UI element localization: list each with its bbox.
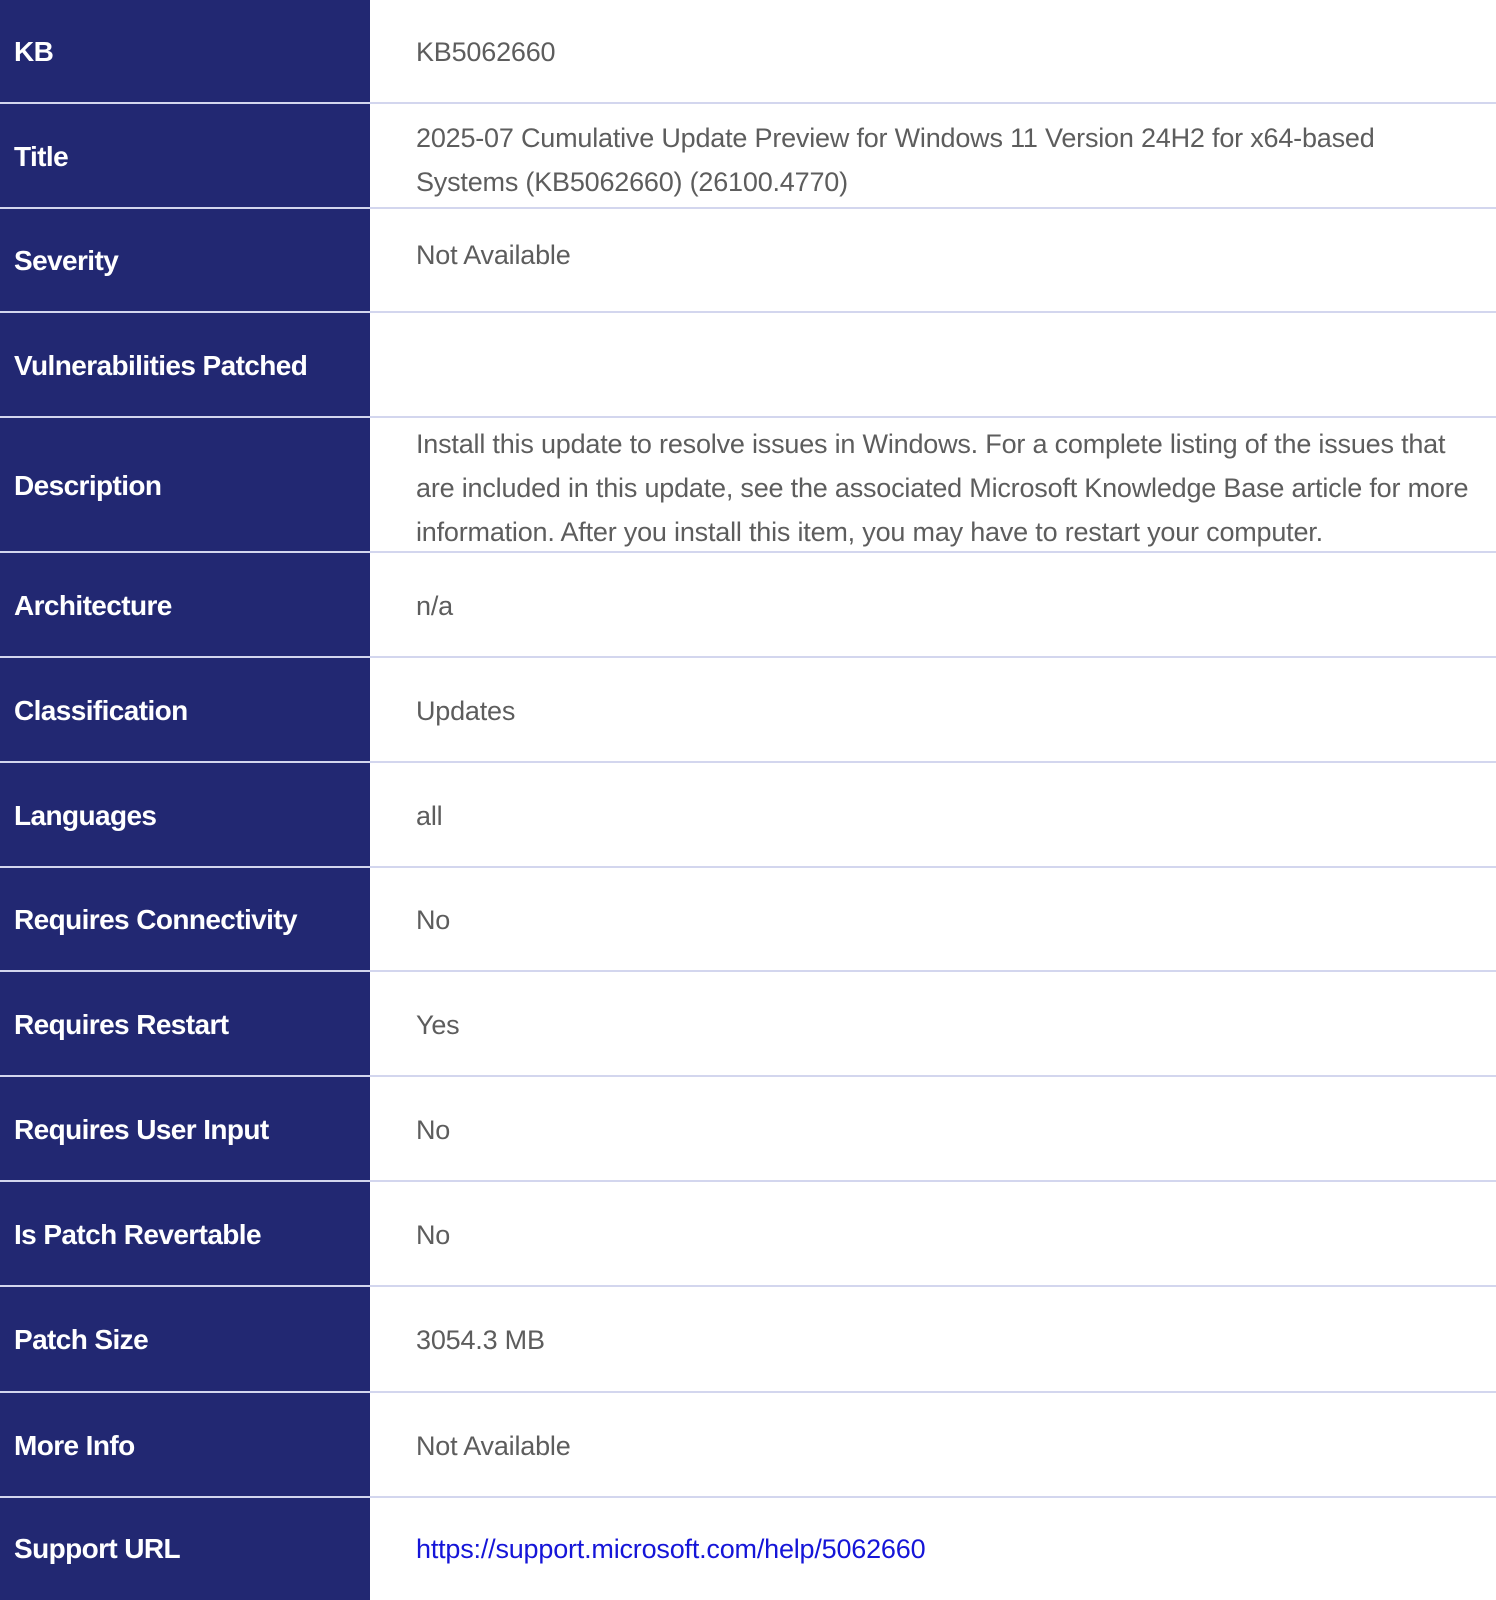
requires-restart-label: Requires Restart — [0, 972, 370, 1077]
row-classification — [0, 658, 1496, 763]
architecture-label: Architecture — [0, 553, 370, 658]
row-architecture — [0, 553, 1496, 658]
languages-label: Languages — [0, 763, 370, 868]
row-requires-connectivity — [0, 868, 1496, 972]
row-requires-restart — [0, 972, 1496, 1077]
classification-label: Classification — [0, 658, 370, 763]
row-languages — [0, 763, 1496, 868]
row-patch-size — [0, 1287, 1496, 1393]
requires-user-input-value: No — [416, 1114, 451, 1145]
requires-restart-value: Yes — [416, 1009, 460, 1040]
requires-user-input-label: Requires User Input — [0, 1077, 370, 1182]
kb-label: KB — [0, 0, 370, 104]
vulnerabilities-patched-value — [370, 313, 1496, 418]
architecture-value: n/a — [416, 590, 453, 621]
more-info-label: More Info — [0, 1393, 370, 1498]
patch-size-value: 3054.3 MB — [416, 1325, 545, 1355]
row-severity — [0, 209, 1496, 313]
row-kb — [0, 0, 1496, 104]
row-support-url — [0, 1498, 1496, 1600]
row-is-patch-revertable — [0, 1182, 1496, 1287]
row-title — [0, 104, 1496, 209]
description-label: Description — [0, 418, 370, 553]
vulnerabilities-patched-label: Vulnerabilities Patched — [0, 313, 370, 418]
support-url-label: Support URL — [0, 1498, 370, 1600]
requires-connectivity-value: No — [416, 905, 451, 935]
title-label: Title — [0, 104, 370, 209]
row-vulnerabilities-patched — [0, 313, 1496, 418]
languages-value: all — [416, 800, 443, 831]
support-url-cell — [370, 1498, 1496, 1600]
description-value: Install this update to resolve issues in Windows. For a complete listing of the issues that are included in this update, see the associated Microsoft Knowledge Base article for more information. After you install this item, you may have to restart your computer. — [416, 429, 1469, 547]
severity-label: Severity — [0, 209, 370, 313]
patch-size-label: Patch Size — [0, 1287, 370, 1393]
row-requires-user-input — [0, 1077, 1496, 1182]
is-patch-revertable-value: No — [416, 1219, 451, 1250]
row-more-info — [0, 1393, 1496, 1498]
more-info-value: Not Available — [416, 1430, 571, 1461]
support-url-link[interactable]: https://support.microsoft.com/help/5062660 — [416, 1534, 926, 1564]
row-description — [0, 418, 1496, 553]
requires-connectivity-label: Requires Connectivity — [0, 868, 370, 972]
title-value: 2025-07 Cumulative Update Preview for Windows 11 Version 24H2 for x64-based Systems (KB5062660) (26100.4770) — [416, 123, 1375, 197]
severity-value: Not Available — [416, 240, 571, 270]
classification-value: Updates — [416, 695, 516, 726]
is-patch-revertable-label: Is Patch Revertable — [0, 1182, 370, 1287]
kb-value: KB5062660 — [416, 37, 556, 67]
